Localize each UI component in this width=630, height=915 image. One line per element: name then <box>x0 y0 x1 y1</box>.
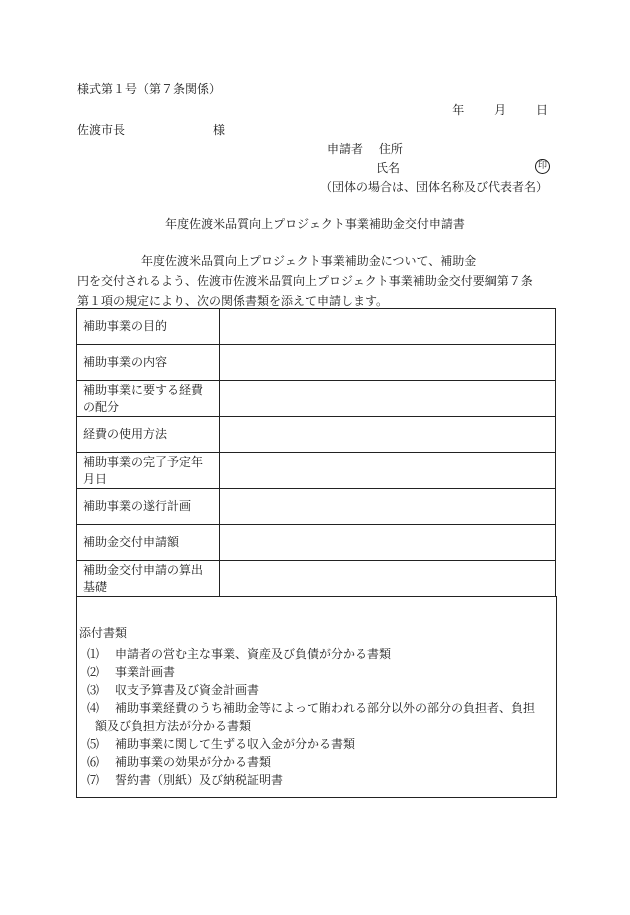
item-text: 誓約書（別紙）及び納税証明書 <box>115 773 284 787</box>
row-value-requested-amount[interactable] <box>220 525 556 561</box>
table-row <box>77 417 556 453</box>
item-number: ⑶ <box>87 683 100 697</box>
list-item <box>79 663 553 681</box>
item-number: ⑹ <box>87 755 100 769</box>
item-number: ⑵ <box>87 665 100 679</box>
row-value-completion-date[interactable] <box>220 453 556 489</box>
list-item <box>79 753 553 771</box>
application-details-table <box>76 308 556 597</box>
table-row <box>77 489 556 525</box>
item-text: 補助事業経費のうち補助金等によって賄われる部分以外の部分の負担者、負担 <box>115 701 536 715</box>
item-number: ⑺ <box>87 773 100 787</box>
list-item <box>79 771 553 789</box>
row-label-content: 補助事業の内容 <box>77 345 220 381</box>
row-value-purpose[interactable] <box>220 309 556 345</box>
date-year: 年 <box>452 103 465 117</box>
addressee-suffix: 様 <box>213 123 226 137</box>
row-value-content[interactable] <box>220 345 556 381</box>
row-label-purpose: 補助事業の目的 <box>77 309 220 345</box>
date-month: 月 <box>494 103 507 117</box>
addressee: 佐渡市長 <box>77 123 126 137</box>
group-note: （団体の場合は、団体名称及び代表者名） <box>319 180 548 194</box>
table-row <box>77 525 556 561</box>
table-row <box>77 309 556 345</box>
document-title: 年度佐渡米品質向上プロジェクト事業補助金交付申請書 <box>165 217 465 231</box>
table-row <box>77 345 556 381</box>
date-day: 日 <box>535 103 548 117</box>
item-number: ⑷ <box>87 701 100 715</box>
applicant-address-line <box>327 143 403 155</box>
item-text-continuation: 額及び負担方法が分かる書類 <box>95 719 252 733</box>
date-line <box>426 104 548 116</box>
item-text: 収支予算書及び資金計画書 <box>115 683 260 697</box>
item-text: 補助事業に関して生ずる収入金が分かる書類 <box>115 737 356 751</box>
row-label-execution-plan: 補助事業の遂行計画 <box>77 489 220 525</box>
list-item <box>79 681 553 699</box>
list-item <box>79 699 553 735</box>
body-line-1: 年度佐渡米品質向上プロジェクト事業補助金について、補助金 <box>141 254 477 268</box>
row-label-expense-allocation: 補助事業に要する経費の配分 <box>77 381 220 417</box>
address-label: 住所 <box>378 142 403 156</box>
table-row <box>77 381 556 417</box>
item-number: ⑸ <box>87 737 100 751</box>
list-item <box>79 735 553 753</box>
form-number: 様式第１号（第７条関係） <box>77 82 222 96</box>
item-text: 事業計画書 <box>115 665 176 679</box>
row-label-completion-date: 補助事業の完了予定年月日 <box>77 453 220 489</box>
name-label: 氏名 <box>376 161 401 175</box>
attachments-title: 添付書類 <box>79 626 128 640</box>
row-value-execution-plan[interactable] <box>220 489 556 525</box>
list-item <box>79 645 553 663</box>
body-line-2: 円を交付されるよう、佐渡市佐渡米品質向上プロジェクト事業補助金交付要綱第７条 <box>77 274 533 288</box>
row-value-calculation-basis[interactable] <box>220 561 556 597</box>
item-text: 補助事業の効果が分かる書類 <box>115 755 272 769</box>
seal-mark-icon: 印 <box>535 159 550 174</box>
table-row <box>77 561 556 597</box>
table-row <box>77 453 556 489</box>
row-label-requested-amount: 補助金交付申請額 <box>77 525 220 561</box>
body-line-3: 第１項の規定により、次の関係書類を添えて申請します。 <box>77 294 389 308</box>
item-text: 申請者の営む主な事業、資産及び負債が分かる書類 <box>115 647 392 661</box>
attachments-list <box>79 645 553 789</box>
row-label-expense-usage: 経費の使用方法 <box>77 417 220 453</box>
row-value-expense-allocation[interactable] <box>220 381 556 417</box>
application-body-text <box>77 251 553 311</box>
row-label-calculation-basis: 補助金交付申請の算出基礎 <box>77 561 220 597</box>
applicant-label: 申請者 <box>327 142 364 156</box>
attachments-section <box>76 596 557 798</box>
item-number: ⑴ <box>87 647 100 661</box>
row-value-expense-usage[interactable] <box>220 417 556 453</box>
